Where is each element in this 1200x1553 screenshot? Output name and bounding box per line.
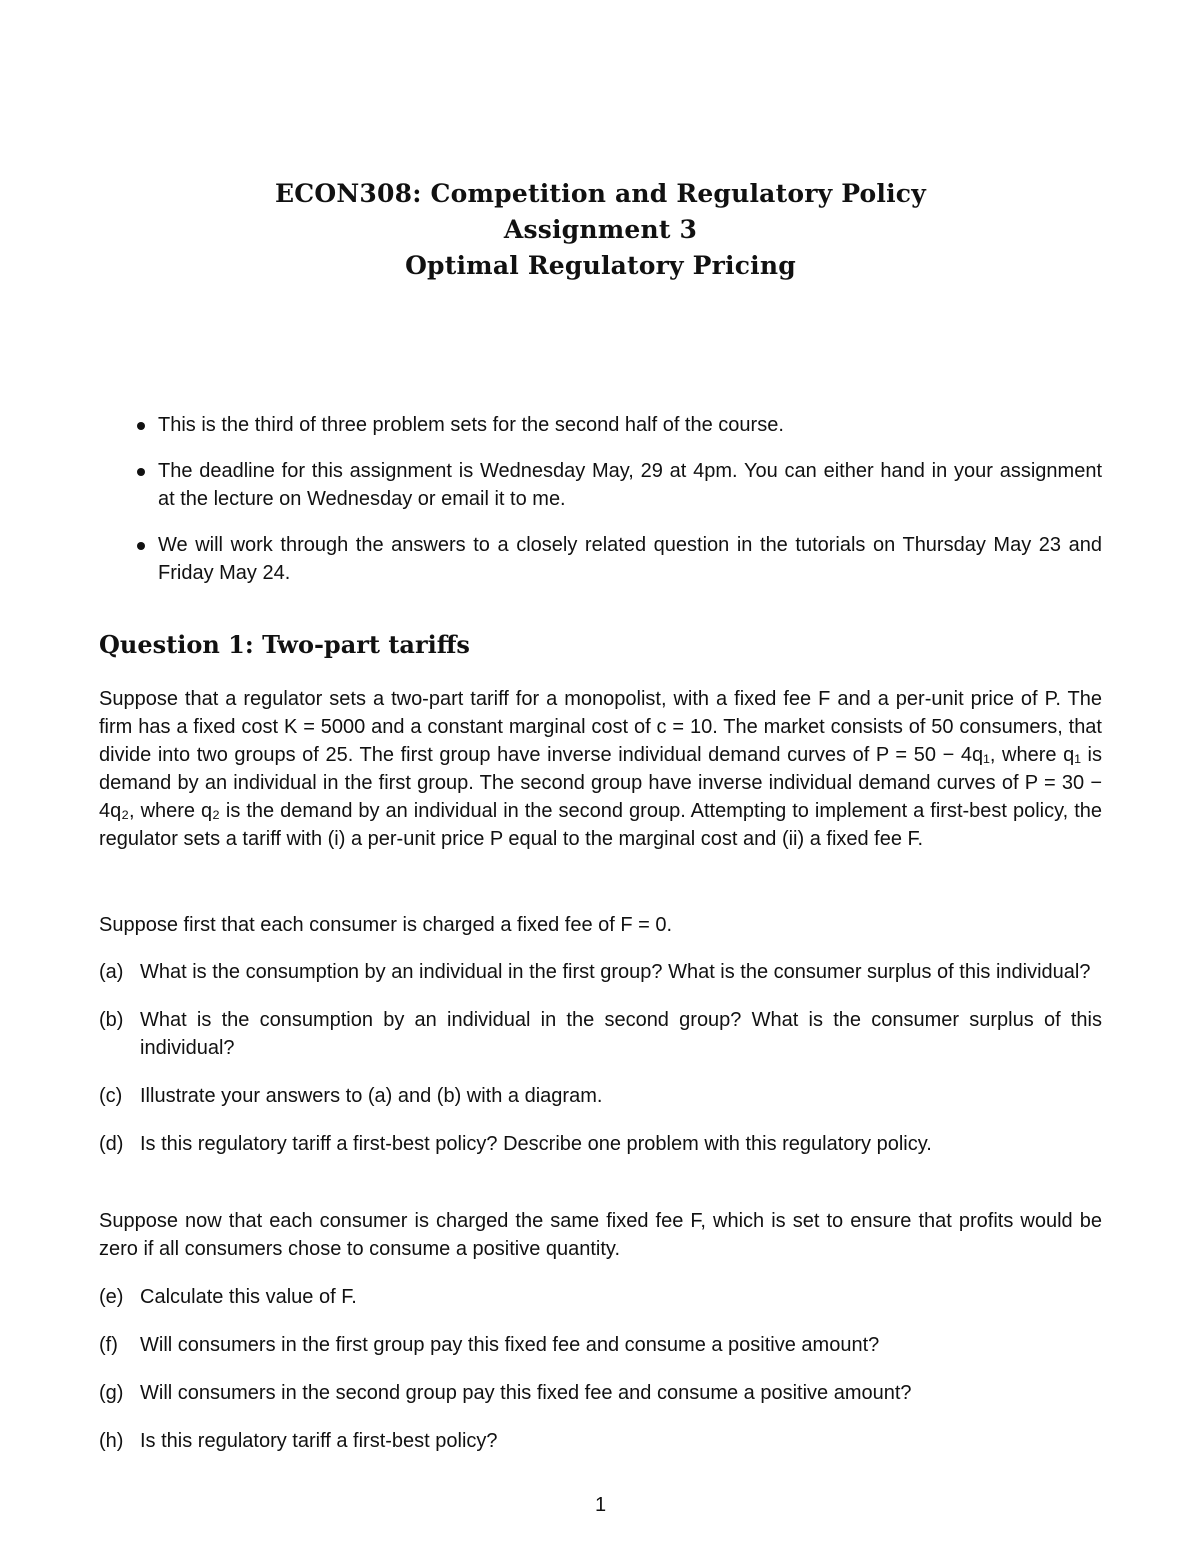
- instruction-item: [99, 411, 1102, 439]
- part-text: Will consumers in the second group pay this fixed fee and consume a positive amount?: [140, 1382, 912, 1404]
- part-label: (a): [99, 961, 124, 983]
- document-page: [99, 0, 1102, 1553]
- bullet-icon: [137, 542, 145, 550]
- part-label: (g): [99, 1382, 124, 1404]
- part-text: Will consumers in the first group pay this fixed fee and consume a positive amount?: [140, 1334, 880, 1356]
- title-block: [99, 176, 1102, 284]
- part-text: What is the consumption by an individual in the first group? What is the consumer surplus of this individual?: [140, 961, 1091, 983]
- question-heading: Question 1: Two-part tariffs: [99, 630, 470, 659]
- part-label: (e): [99, 1286, 124, 1308]
- question-part: [99, 958, 1102, 986]
- bullet-icon: [137, 422, 145, 430]
- part-text: Is this regulatory tariff a first-best policy? Describe one problem with this regulatory policy.: [140, 1133, 932, 1155]
- course-title: ECON308: Competition and Regulatory Policy: [275, 179, 926, 208]
- instruction-item: [99, 531, 1102, 587]
- question-parts-second: [99, 1283, 1102, 1475]
- instruction-text: The deadline for this assignment is Wednesday May, 29 at 4pm. You can either hand in your assignment at the lecture on Wednesday or email it to me.: [158, 460, 1102, 510]
- bullet-icon: [137, 468, 145, 476]
- page-number: 1: [594, 1494, 607, 1516]
- instruction-text: This is the third of three problem sets for the second half of the course.: [158, 414, 784, 436]
- topic-title: Optimal Regulatory Pricing: [405, 251, 796, 280]
- question-part: [99, 1283, 1102, 1311]
- part-text: Is this regulatory tariff a first-best policy?: [140, 1430, 498, 1452]
- question-part: [99, 1331, 1102, 1359]
- part-text: Calculate this value of F.: [140, 1286, 357, 1308]
- question-part: [99, 1427, 1102, 1455]
- instructions-list: [99, 411, 1102, 605]
- question-part: [99, 1379, 1102, 1407]
- part-text: What is the consumption by an individual in the second group? What is the consumer surplus of this individual?: [140, 1009, 1102, 1059]
- question-part: [99, 1006, 1102, 1062]
- part-label: (b): [99, 1009, 124, 1031]
- instruction-text: We will work through the answers to a closely related question in the tutorials on Thursday May 23 and Friday May 24.: [158, 534, 1102, 584]
- question-part: [99, 1130, 1102, 1158]
- part-text: Illustrate your answers to (a) and (b) with a diagram.: [140, 1085, 603, 1107]
- part-label: (h): [99, 1430, 124, 1452]
- part-label: (d): [99, 1133, 124, 1155]
- question-part: [99, 1082, 1102, 1110]
- part-label: (c): [99, 1085, 123, 1107]
- question-intro: Suppose that a regulator sets a two-part tariff for a monopolist, with a fixed fee F and a per-unit price of P. The firm has a fixed cost K = 5000 and a constant marginal cost of c = 10. The market consists of 50 consumers, that divide into two groups of 25. The first group have inverse individual demand curves of P = 50 − 4q₁, where q₁ is demand by an individual in the first group. The second group have inverse individual demand curves of P = 30 − 4q₂, where q₂ is the demand by an individual in the second group. Attempting to implement a first-best policy, the regulator sets a tariff with (i) a per-unit price P equal to the marginal cost and (ii) a fixed fee F.: [99, 688, 1102, 850]
- part-label: (f): [99, 1334, 118, 1356]
- question-parts-first: [99, 958, 1102, 1178]
- assignment-title: Assignment 3: [503, 215, 698, 244]
- setup-zero-fee: Suppose first that each consumer is charged a fixed fee of F = 0.: [99, 914, 673, 936]
- setup-same-fee: Suppose now that each consumer is charged the same fixed fee F, which is set to ensure that profits would be zero if all consumers chose to consume a positive quantity.: [99, 1210, 1102, 1260]
- instruction-item: [99, 457, 1102, 513]
